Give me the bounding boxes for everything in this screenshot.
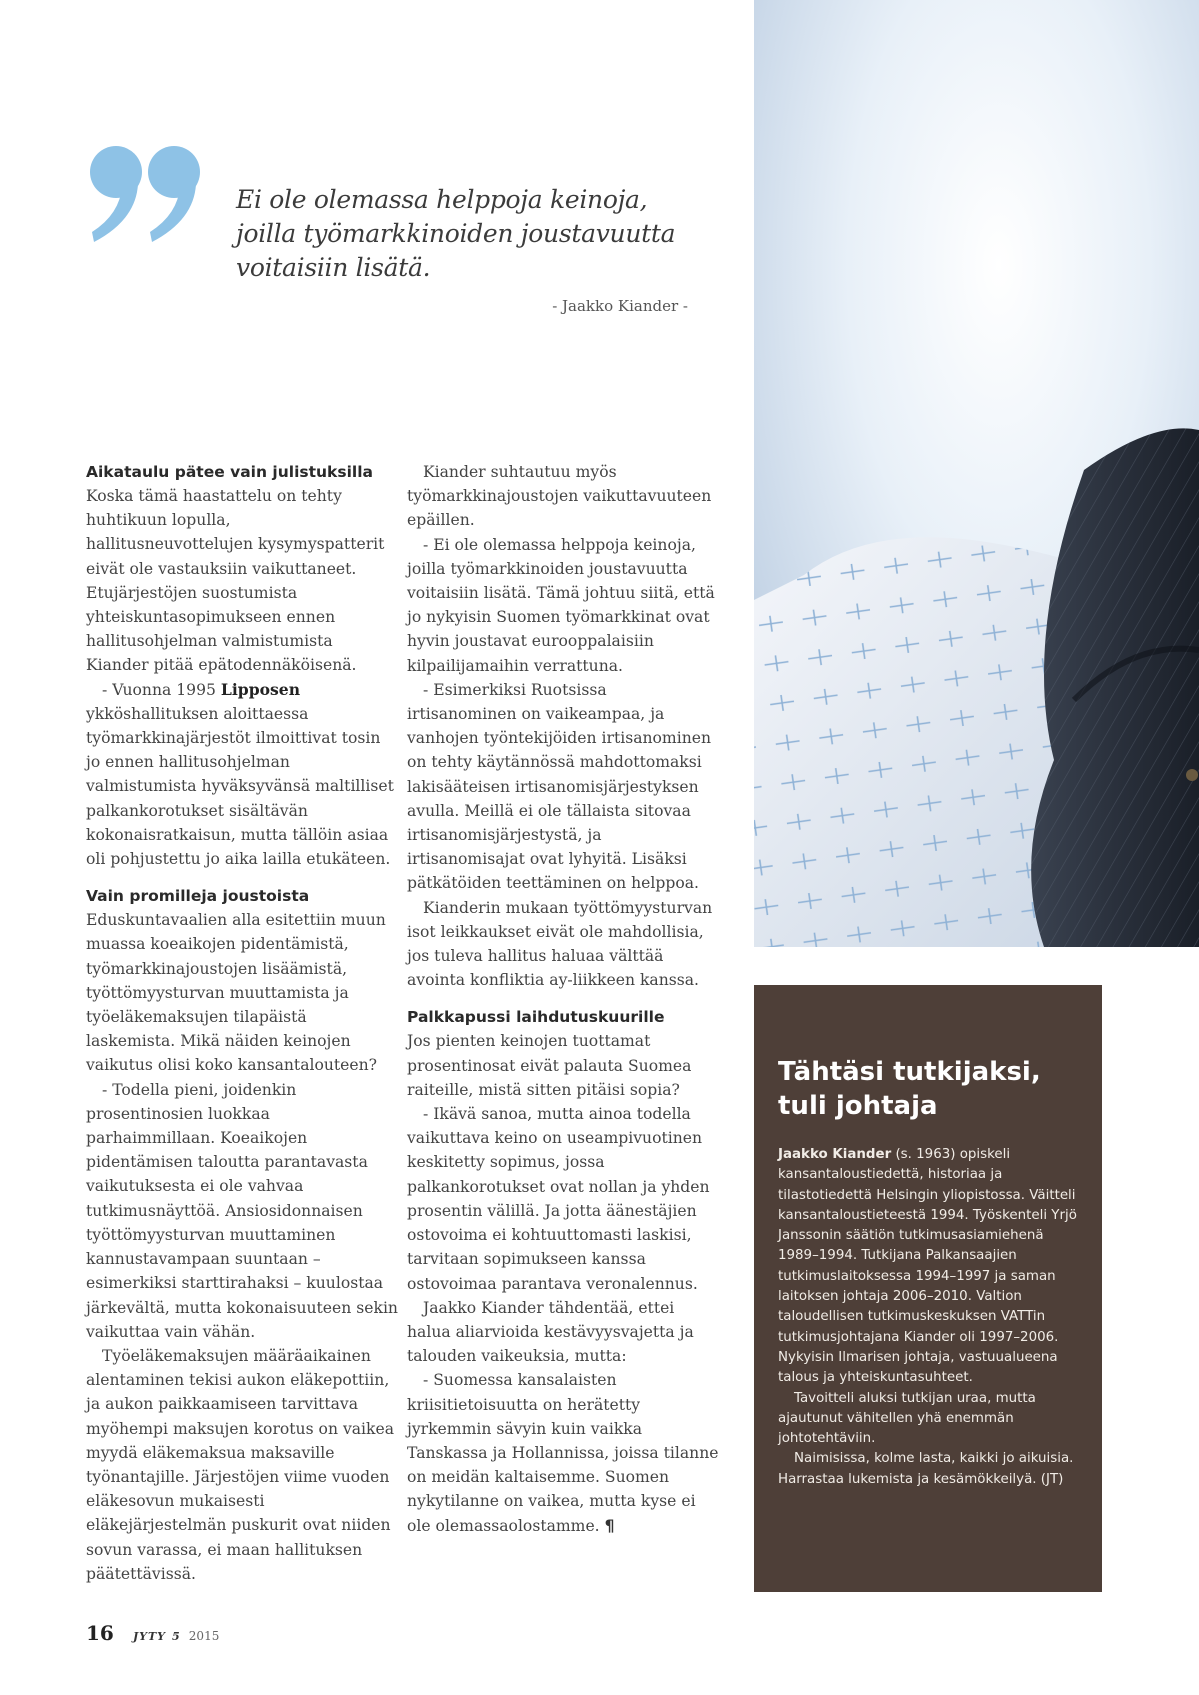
article-column-middle <box>407 460 719 1538</box>
section-heading: Palkkapussi laihdutuskuurille <box>407 1008 665 1027</box>
paragraph: Jos pienten keinojen tuottamat prosentinosat eivät palauta Suomea raiteille, mistä sitten pitäisi sopia? <box>407 1032 692 1099</box>
end-mark-icon: ¶ <box>604 1516 615 1535</box>
paragraph: Työeläkemaksujen määräaikainen alentaminen tekisi aukon eläkepottiin, ja aukon paikkaamiseen tarvittava myöhempi maksujen korotus on vaikea myydä eläkemaksua maksaville työnantajille. Järjestöjen viime vuoden eläkesovun mukaisesti eläkejärjestelmän puskurit ovat niiden sovun varassa, ei maan hallituksen päätettävissä. <box>86 1346 395 1583</box>
pull-quote-author: - Jaakko Kiander - <box>552 297 688 315</box>
paragraph: Kiander suhtautuu myös työmarkkinajoustojen vaikuttavuuteen epäillen. <box>407 463 712 530</box>
paragraph: - Suomessa kansalaisten kriisitietoisuutta on herätetty jyrkemmin sävyin kuin vaikka Tanskassa ja Hollannissa, joissa tilanne on meidän kaltaisemme. Suomen nykytilanne on vaikea, mutta kyse ei ole olemassaolostamme. ¶ <box>407 1371 719 1535</box>
magazine-issue: 5 <box>172 1630 180 1643</box>
portrait-photo <box>754 0 1199 947</box>
paragraph: Jaakko Kiander tähdentää, ettei halua aliarvioida kestävyysvajetta ja talouden vaikeuksia, mutta: <box>407 1298 694 1366</box>
magazine-year: 2015 <box>188 1629 220 1643</box>
paragraph: - Esimerkiksi Ruotsissa irtisanominen on vaikeampaa, ja vanhojen työntekijöiden irtisanominen on tehty käytännössä mahdottomaksi lakisääteisen irtisanomisjärjestyksen avulla. Meillä ei ole tällaista sitovaa irtisanomisjärjestystä, ja irtisanomisajat ovat lyhyitä. Lisäksi pätkätöiden teettäminen on helppoa. <box>407 680 712 893</box>
magazine-name: JYTY <box>132 1630 167 1643</box>
quotation-mark-icon <box>88 140 208 250</box>
page-number: 16 <box>86 1621 114 1645</box>
page-footer <box>86 1621 219 1645</box>
paragraph: Koska tämä haastattelu on tehty huhtikuun lopulla, hallitusneuvottelujen kysymyspatterit eivät ole vastauksiin vaikuttaneet. Etujärjestöjen suostumista yhteiskuntasopimukseen ennen hallitusohjelman valmistumista Kiander pitää epätodennäköisenä. <box>86 487 385 675</box>
paragraph: - Ei ole olemassa helppoja keinoja, joilla työmarkkinoiden joustavuutta voitaisiin lisätä. Tämä johtuu siitä, että jo nykyisin Suomen työmarkkinat ovat hyvin joustavat eurooppalaisiin kilpailijamaihin verrattuna. <box>407 535 715 675</box>
paragraph: - Vuonna 1995 Lipposen ykköshallituksen aloittaessa työmarkkinajärjestöt ilmoittivat tosin jo ennen hallitusohjelman valmistumista hyväksyvänsä maltilliset palkankorotukset sisältävän kokonaisratkaisun, mutta tällöin asiaa oli pohjustettu jo aika lailla etukäteen. <box>86 679 394 869</box>
bio-sidebar <box>754 985 1102 1592</box>
bold-name: Jaakko Kiander <box>778 1147 892 1162</box>
article-column-left <box>86 460 398 1586</box>
paragraph: Kianderin mukaan työttömyysturvan isot leikkaukset eivät ole mahdollisia, jos tuleva hallitus haluaa välttää avointa konfliktia ay-liikkeen kanssa. <box>407 898 713 990</box>
paragraph: - Ikävä sanoa, mutta ainoa todella vaikuttava keino on useampivuotinen keskitetty sopimus, jossa palkankorotukset ovat nollan ja yhden prosentin välillä. Ja jotta äänestäjien ostovoima ei kohtuuttomasti laskisi, tarvitaan sopimukseen kanssa ostovoimaa parantava veronalennus. <box>407 1105 710 1293</box>
pull-quote: Ei ole olemassa helppoja keinoja, joilla työmarkkinoiden joustavuutta voitaisiin lisätä. <box>236 185 676 282</box>
sidebar-paragraph: Jaakko Kiander (s. 1963) opiskeli kansantaloustiedettä, historiaa ja tilastotiedettä Helsingin yliopistossa. Väitteli kansantaloustieteestä 1994. Työskenteli Yrjö Janssonin säätiön tutkimusasiamiehenä 1989–1994. Tutkijana Palkansaajien tutkimuslaitoksessa 1994–1997 ja saman laitoksen johtaja 2006–2010. Valtion taloudellisen tutkimuskeskuksen VATTin tutkimusjohtajana Kiander oli 1997–2006. Nykyisin Ilmarisen johtaja, vastuualueena talous ja yhteiskuntasuhteet. <box>778 1147 1077 1386</box>
sidebar-title: Tähtäsi tutkijaksi, tuli johtaja <box>778 1057 1041 1121</box>
bold-name: Lipposen <box>220 679 301 699</box>
paragraph: - Todella pieni, joidenkin prosentinosien luokkaa parhaimmillaan. Koeaikojen pidentämisen taloutta parantavasta vaikutuksesta ei ole vahvaa tutkimusnäyttöä. Ansiosidonnaisen työttömyysturvan muuttaminen kannustavampaan suuntaan – esimerkiksi starttirahaksi – kuulostaa järkevältä, mutta kokonaisuuteen sekin vaikuttaa vain vähän. <box>86 1080 398 1341</box>
section-heading: Vain promilleja joustoista <box>86 887 310 906</box>
section-heading: Aikataulu pätee vain julistuksilla <box>86 463 373 481</box>
paragraph: Eduskuntavaalien alla esitettiin muun muassa koeaikojen pidentämistä, työmarkkinajoustojen lisäämistä, työttömyysturvan muuttamista ja työeläkemaksujen tilapäistä laskemista. Mikä näiden keinojen vaikutus olisi koko kansantalouteen? <box>86 911 386 1075</box>
sidebar-paragraph: Tavoitteli aluksi tutkijan uraa, mutta ajautunut vähitellen yhä enemmän johtotehtäviin. <box>778 1390 1036 1447</box>
sidebar-paragraph: Naimisissa, kolme lasta, kaikki jo aikuisia. Harrastaa lukemista ja kesämökkeilyä. (JT) <box>778 1451 1074 1487</box>
